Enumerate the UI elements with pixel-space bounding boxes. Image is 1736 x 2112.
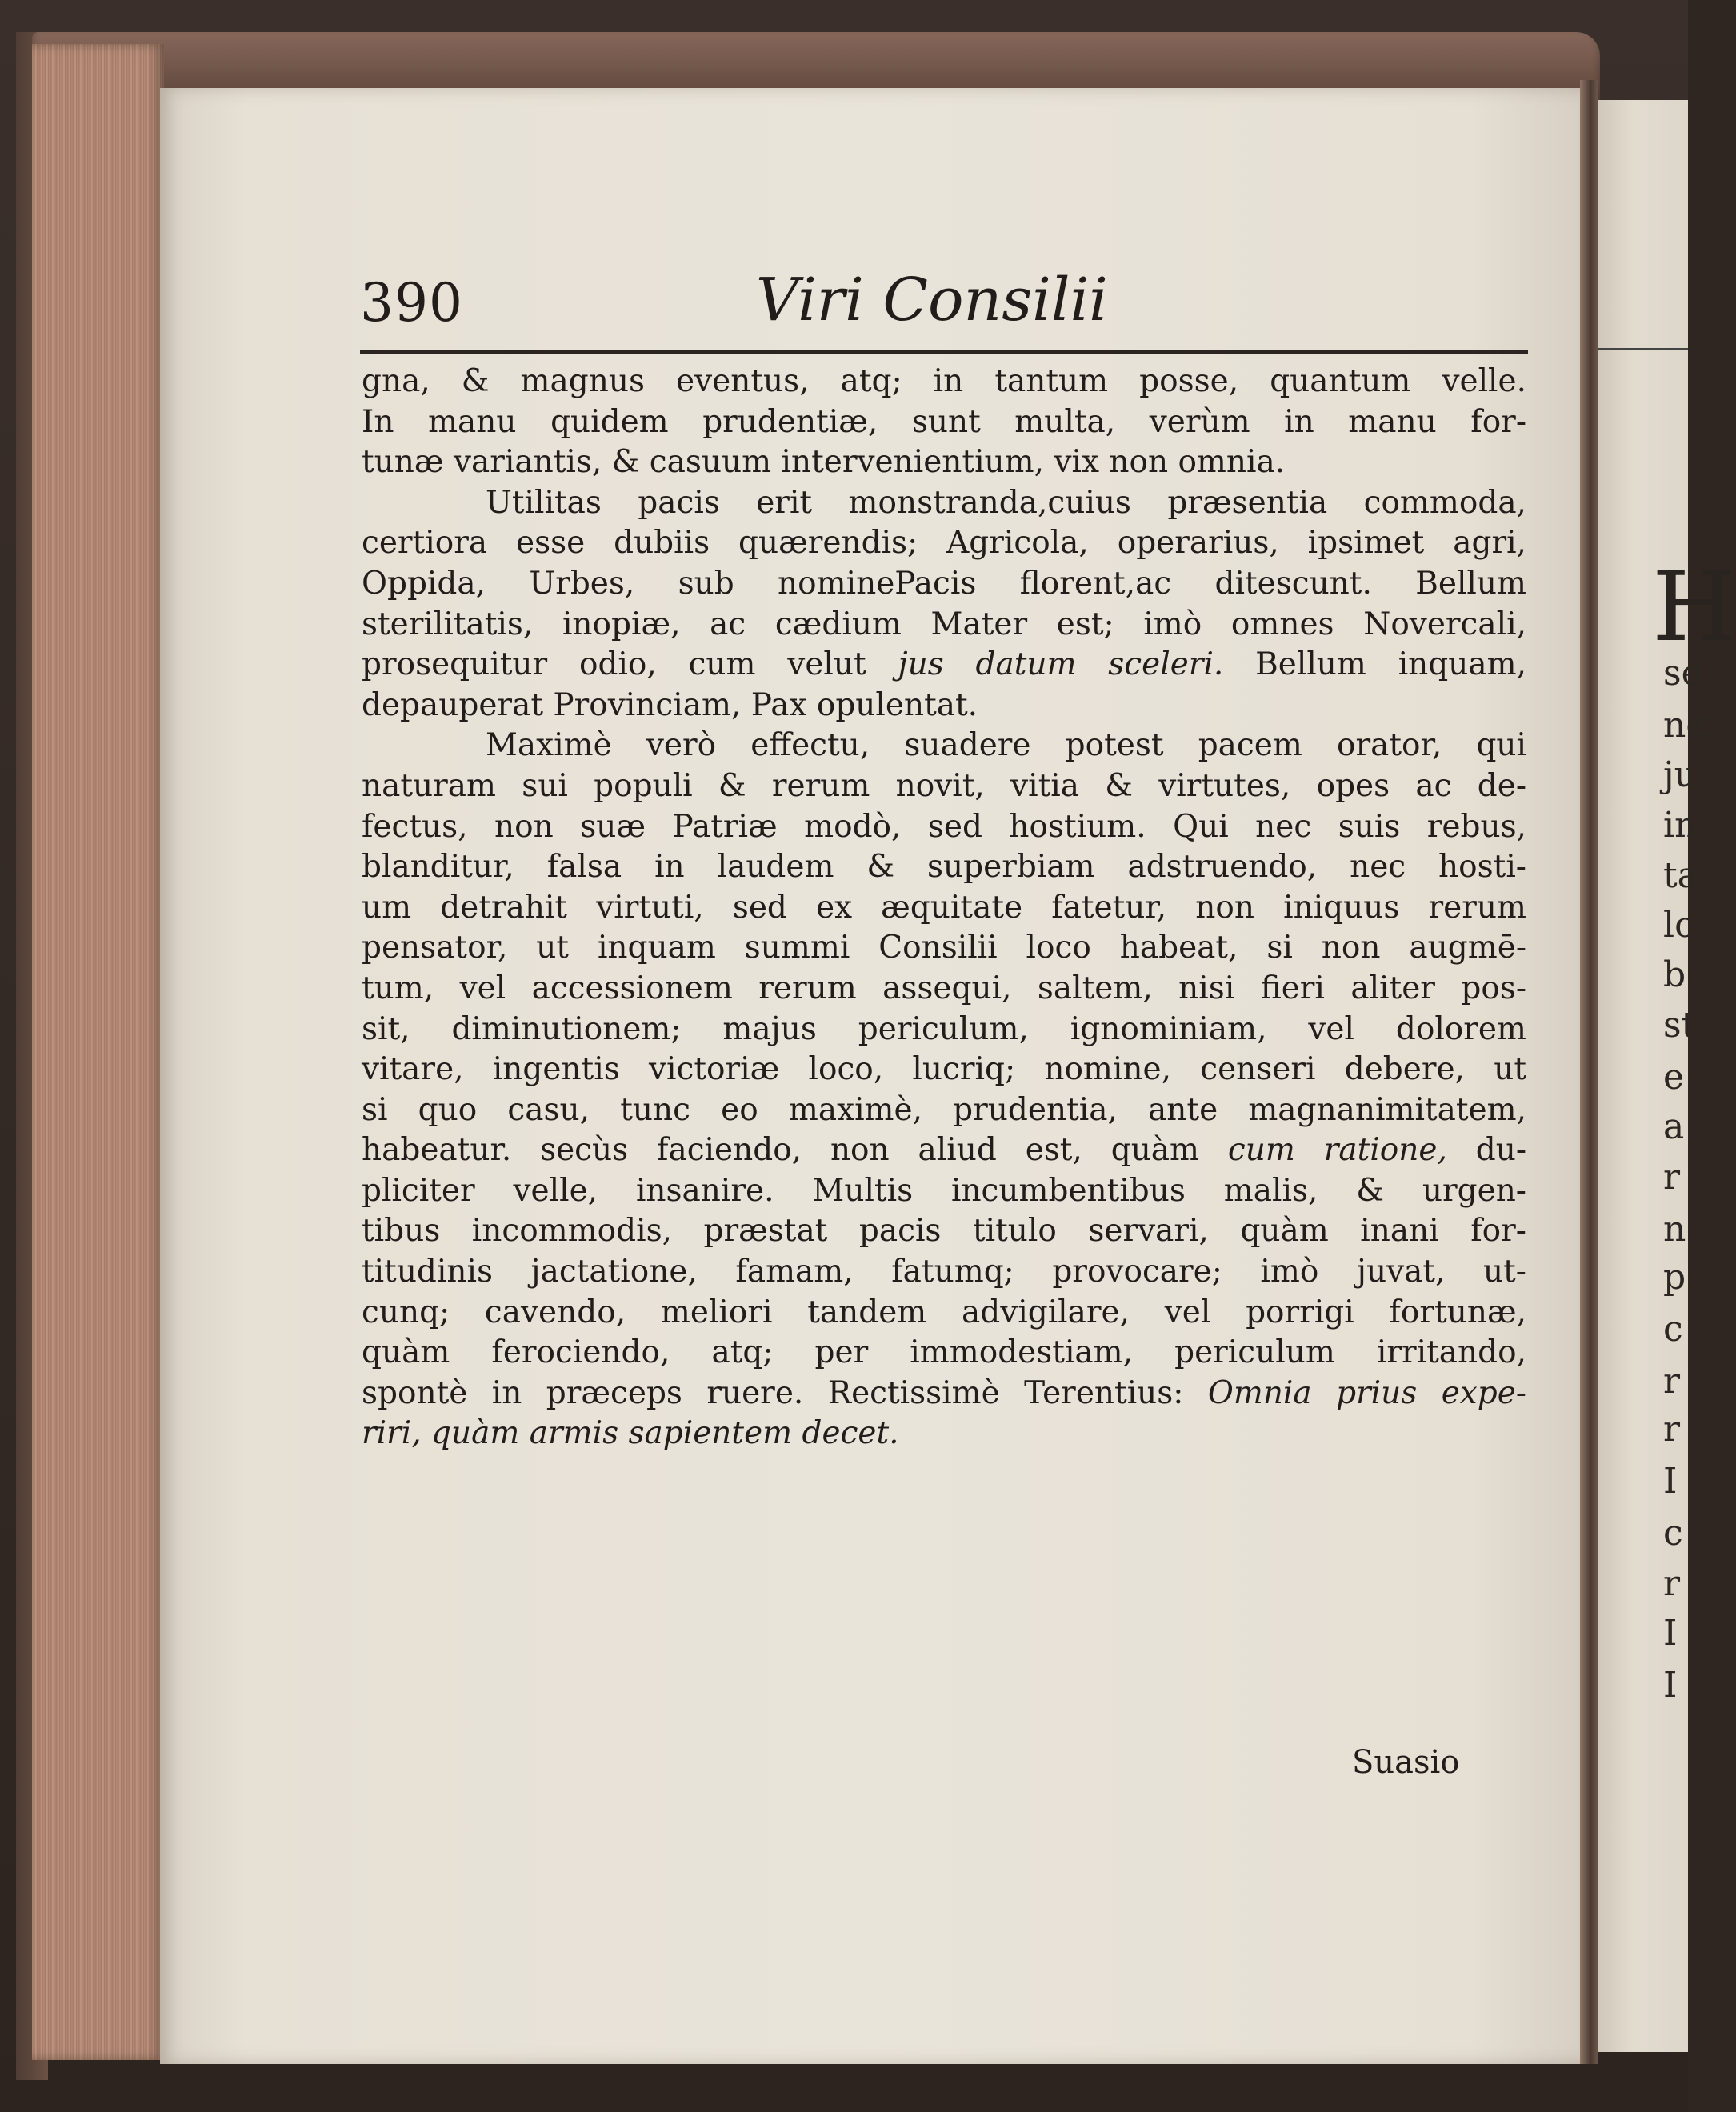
line-text: Maximè verò effectu, suadere potest pacem orator, qui <box>486 727 1526 764</box>
text-line <box>362 1050 1526 1090</box>
line-text: cunq; cavendo, meliori tandem advigilare, vel porrigi fortunæ, <box>362 1294 1526 1330</box>
text-line <box>362 766 1526 807</box>
body-text <box>362 362 1526 1454</box>
text-line <box>362 928 1526 969</box>
line-text: um detrahit virtuti, sed ex æquitate fatetur, non iniquus rerum <box>362 889 1526 926</box>
text-line <box>362 1010 1526 1050</box>
line-text: fectus, non suæ Patriæ modò, sed hostium. Qui nec suis rebus, <box>362 808 1526 845</box>
catchword: Suasio <box>1352 1744 1460 1781</box>
facing-page-fragment: lc <box>1663 905 1694 946</box>
facing-page-fragment: e <box>1663 1057 1685 1098</box>
text-line <box>362 645 1526 686</box>
line-text: In manu quidem prudentiæ, sunt multa, verùm in manu for- <box>362 403 1526 440</box>
text-line <box>362 1374 1526 1414</box>
text-line <box>362 686 1526 726</box>
italic-text: cum ratione, <box>1227 1132 1447 1169</box>
line-text: prosequitur odio, cum velut <box>362 646 898 683</box>
line-text: sterilitatis, inopiæ, ac cædium Mater est; imò omnes Novercali, <box>362 606 1526 642</box>
header-rule <box>360 350 1528 354</box>
facing-page-fragment: a <box>1663 1106 1685 1147</box>
italic-text: riri, quàm armis sapientem decet. <box>362 1415 899 1452</box>
text-line <box>362 564 1526 605</box>
facing-page <box>1598 100 1736 2052</box>
facing-page-fragment: c <box>1663 1513 1683 1554</box>
facing-page-rule <box>1598 348 1688 350</box>
line-text: habeatur. secùs faciendo, non aliud est, quàm <box>362 1132 1228 1169</box>
facing-page-fragment: p <box>1663 1257 1686 1298</box>
facing-page-fragment: ta <box>1663 855 1698 896</box>
line-text: du- <box>1446 1132 1526 1169</box>
text-line <box>362 1414 1526 1454</box>
facing-page-fragment: se <box>1663 653 1702 694</box>
text-line <box>362 402 1526 443</box>
line-text: titudinis jactatione, famam, fatumq; provocare; imò juvat, ut- <box>362 1254 1526 1290</box>
facing-page-fragment: st <box>1663 1005 1696 1046</box>
line-text: Bellum inquam, <box>1223 646 1526 683</box>
facing-page-fragment: I <box>1663 1665 1678 1706</box>
line-text: depauperat Provinciam, Pax opulentat. <box>362 686 978 723</box>
line-text: tunæ variantis, & casuum intervenientium, vix non omnia. <box>362 444 1286 481</box>
facing-page-fragment: b <box>1663 954 1686 995</box>
line-text: sit, diminutionem; majus periculum, ignominiam, vel dolorem <box>362 1010 1526 1047</box>
facing-page-fragment: ne <box>1663 705 1707 746</box>
text-line <box>362 523 1526 564</box>
line-text: Utilitas pacis erit monstranda,cuius præsentia commoda, <box>486 484 1526 521</box>
line-text: gna, & magnus eventus, atq; in tantum posse, quantum velle. <box>362 363 1526 399</box>
page-number: 390 <box>360 272 463 334</box>
facing-page-fragment: r <box>1663 1157 1681 1198</box>
facing-page-fragment: r <box>1663 1409 1681 1450</box>
line-text: tum, vel accessionem rerum assequi, saltem, nisi fieri aliter pos- <box>362 970 1526 1006</box>
text-line <box>362 1171 1526 1212</box>
facing-page-capital: H <box>1652 552 1736 663</box>
facing-page-fragment: r <box>1663 1361 1681 1402</box>
text-line <box>362 1293 1526 1334</box>
text-line <box>362 1090 1526 1131</box>
text-line <box>362 442 1526 483</box>
facing-page-fragment: ju <box>1663 754 1697 795</box>
page-fore-edge <box>32 44 164 2060</box>
facing-page-fragment: I <box>1663 1613 1678 1654</box>
page-header <box>360 266 1528 352</box>
text-line <box>362 1252 1526 1293</box>
line-text: tibus incommodis, præstat pacis titulo servari, quàm inani for- <box>362 1213 1526 1250</box>
line-text: vitare, ingentis victoriæ loco, lucriq; nomine, censeri debere, ut <box>362 1051 1526 1088</box>
text-line <box>362 847 1526 888</box>
line-text: pliciter velle, insanire. Multis incumbentibus malis, & urgen- <box>362 1172 1526 1209</box>
facing-page-fragment: r <box>1663 1563 1681 1604</box>
text-line <box>362 362 1526 402</box>
text-line <box>362 483 1526 524</box>
line-text: naturam sui populi & rerum novit, vitia & virtutes, opes ac de- <box>362 767 1526 804</box>
text-line <box>362 1333 1526 1374</box>
running-title: Viri Consilii <box>756 266 1108 334</box>
text-line <box>362 807 1526 848</box>
facing-page-fragment: n <box>1663 1209 1686 1250</box>
facing-page-fragment: I <box>1663 1461 1678 1502</box>
text-line <box>362 726 1526 766</box>
text-line <box>362 888 1526 929</box>
text-line <box>362 969 1526 1010</box>
book-gutter <box>1580 80 1598 2064</box>
italic-text: Omnia prius expe- <box>1207 1374 1526 1411</box>
line-text: blanditur, falsa in laudem & superbiam adstruendo, nec hosti- <box>362 849 1526 886</box>
text-line <box>362 1130 1526 1171</box>
facing-page-fragment: c <box>1663 1309 1683 1350</box>
line-text: quàm ferociendo, atq; per immodestiam, periculum irritando, <box>362 1334 1526 1371</box>
line-text: certiora esse dubiis quærendis; Agricola, operarius, ipsimet agri, <box>362 525 1526 562</box>
text-line <box>362 1211 1526 1252</box>
text-line <box>362 605 1526 646</box>
line-text: Oppida, Urbes, sub nominePacis florent,ac ditescunt. Bellum <box>362 565 1526 602</box>
line-text: si quo casu, tunc eo maximè, prudentia, ante magnanimitatem, <box>362 1091 1526 1128</box>
facing-page-fragment: in <box>1663 805 1698 846</box>
line-text: spontè in præceps ruere. Rectissimè Terentius: <box>362 1374 1208 1411</box>
line-text: pensator, ut inquam summi Consilii loco habeat, si non augmē- <box>362 930 1526 966</box>
italic-text: jus datum sceleri. <box>898 646 1224 683</box>
